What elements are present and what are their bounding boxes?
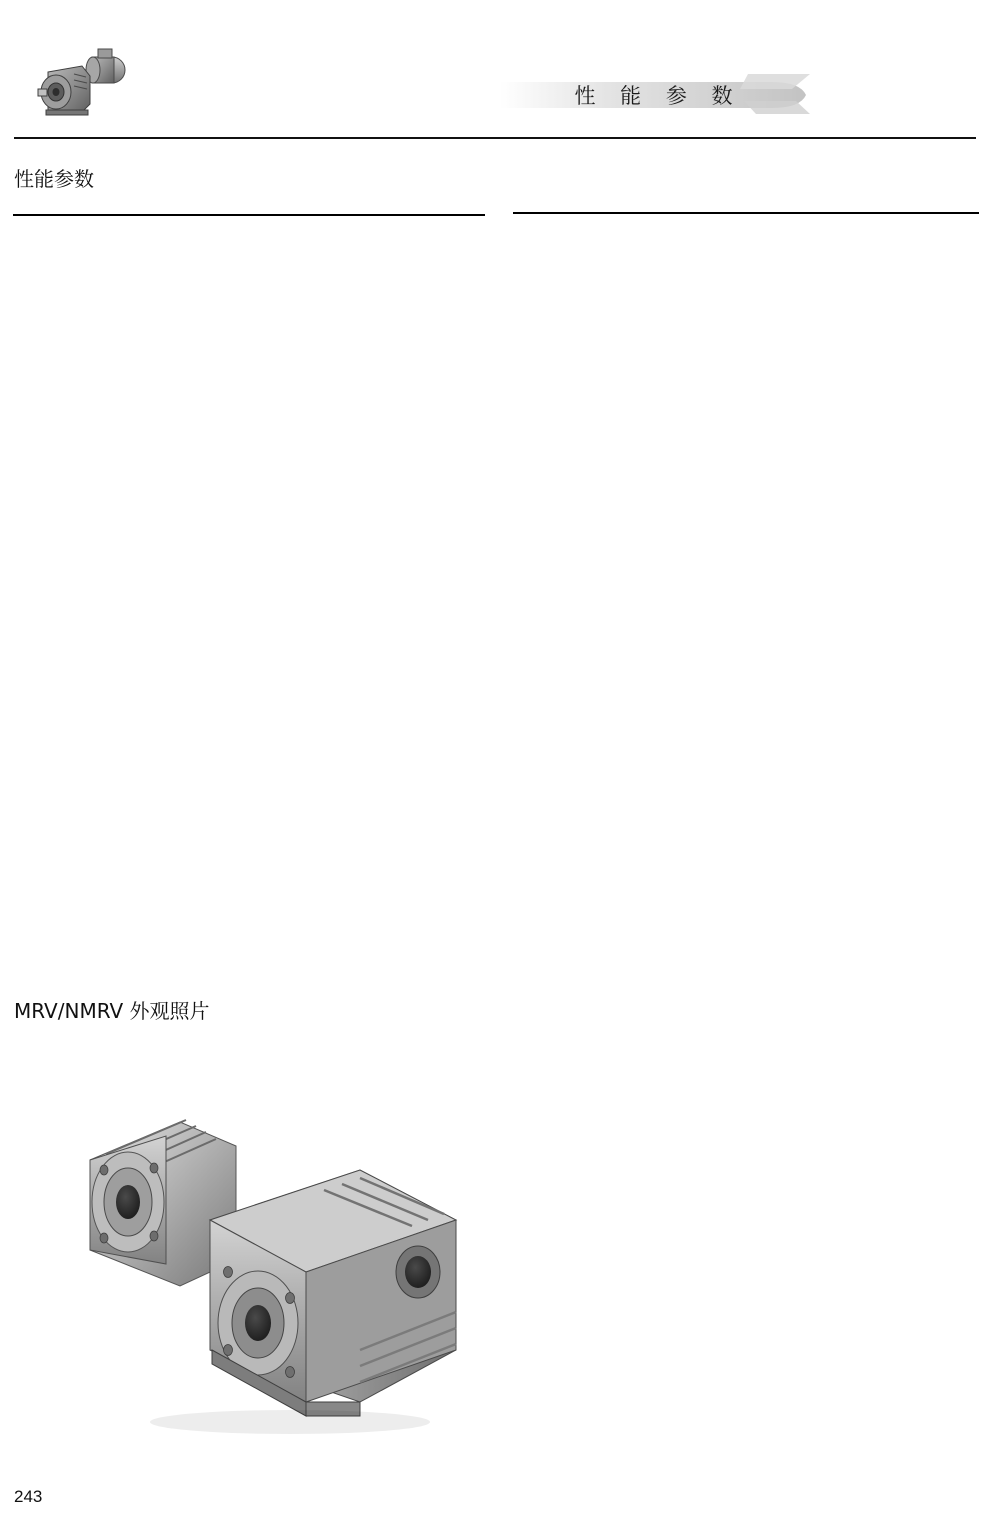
page-header <box>0 0 990 140</box>
performance-table-right <box>513 212 979 214</box>
performance-table-left <box>13 214 485 216</box>
product-photo <box>60 1050 480 1440</box>
photo-section-title: MRV/NMRV 外观照片 <box>14 999 210 1023</box>
page-number: 243 <box>14 1487 43 1506</box>
banner-title: 性 能 参 数 <box>574 84 742 108</box>
gearbox-motor-icon <box>26 46 136 126</box>
page-title: 性能参数 <box>14 167 94 191</box>
header-banner <box>500 74 810 116</box>
header-divider <box>14 137 976 139</box>
